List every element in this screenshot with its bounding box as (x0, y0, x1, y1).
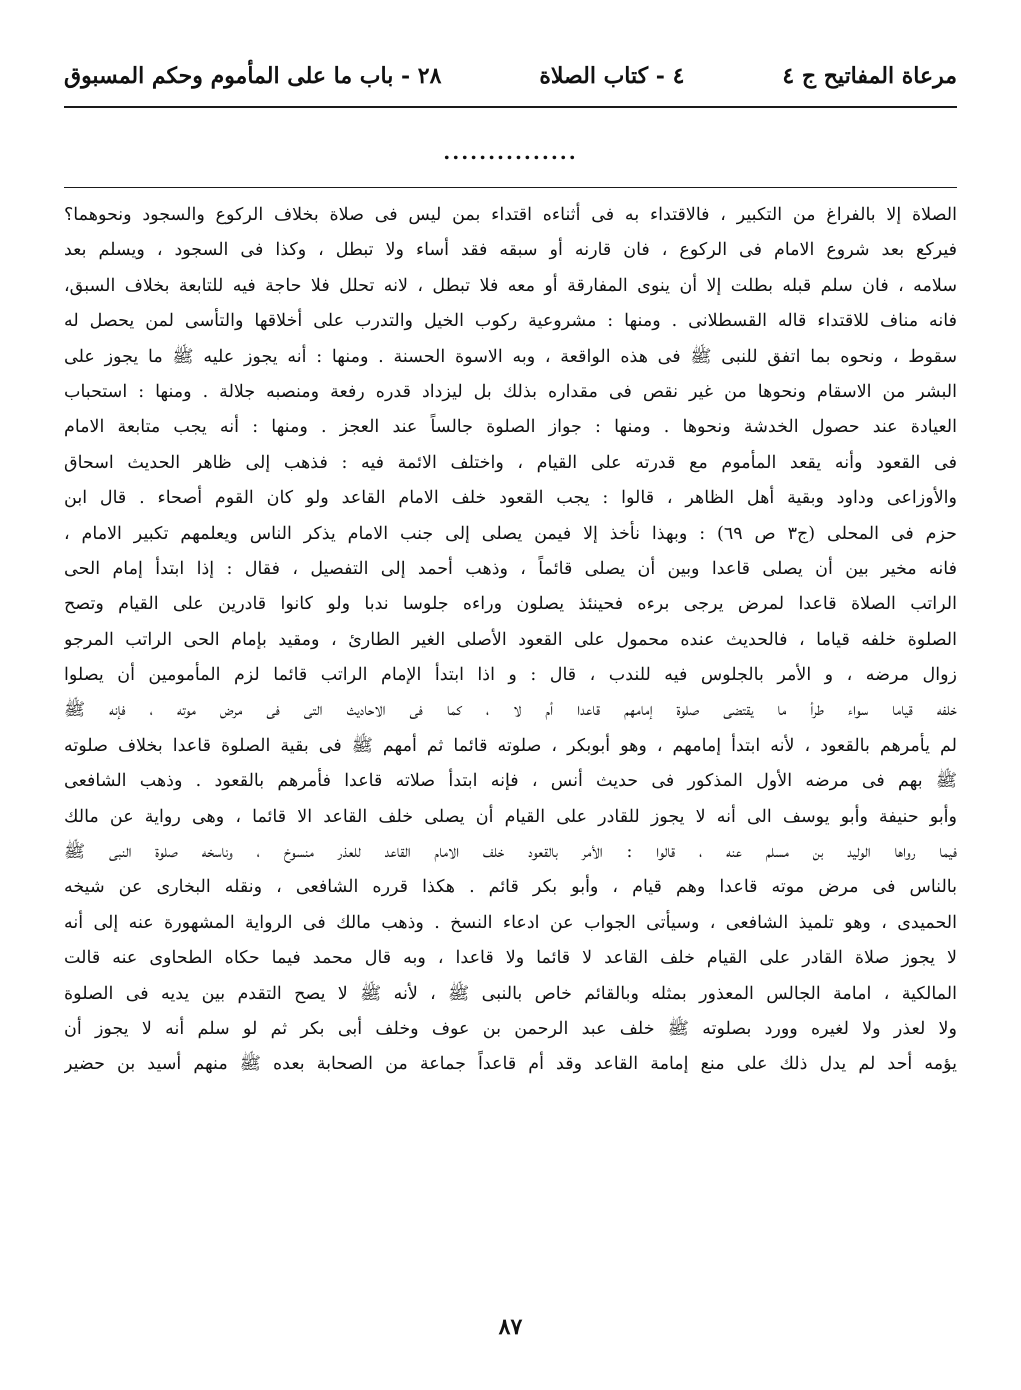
body-divider (64, 187, 957, 188)
header-section-title: ٢٨ - باب ما على المأموم وحكم المسبوق (64, 63, 442, 89)
text-line: الصلوة خلفه قياما ، فالحديث عنده محمول على القعود الأصلى الغير الطارئ ، ومقيد بإمام الحى الراتب المرجو (64, 629, 957, 650)
text-line: فى القعود وأنه يقعد المأموم مع قدرته على القيام ، واختلف الائمة فيه : فذهب إلى ظاهر الحديث اسحاق (64, 452, 957, 473)
text-line: لم يأمرهم بالقعود ، لأنه ابتدأ إمامهم ، وهو أبوبكر ، صلوته قائما ثم أمهم ﷺ فى بقية الصلوة قاعدا بخلاف صلوته (64, 735, 957, 756)
header-chapter-title: ٤ - كتاب الصلاة (539, 63, 685, 89)
text-line: فيركع بعد شروع الامام فى الركوع ، فان قارنه أو سبقه فقد أساء ولا تبطل ، وكذا فى السجود ، ويسلم بعد (64, 240, 957, 261)
text-line: فانه مناف للاقتداء قاله القسطلانى . ومنها : مشروعية ركوب الخيل والتدرب على أخلاقها والتأسى لمن يحصل له (64, 311, 957, 332)
text-line: بالناس فى مرض موته قاعدا وهم قيام ، وأبو بكر قائم . هكذا قرره الشافعى ، ونقله البخارى عن شيخه (64, 877, 957, 898)
text-line: الحميدى ، وهو تلميذ الشافعى ، وسيأتى الجواب عن ادعاء النسخ . وذهب مالك فى الرواية المشهورة عنه إلى أنه (64, 912, 957, 933)
text-line: الصلاة إلا بالفراغ من التكبير ، فالاقتداء به فى أثناءه اقتداء بمن ليس فى صلاة بخلاف الركوع والسجود ونحوهما؟ (64, 205, 957, 225)
running-header (64, 52, 957, 100)
text-line: يؤمه أحد لم يدل ذلك على منع إمامة القاعد وقد أم قاعداً جماعة من الصحابة بعده ﷺ منهم أسيد بن حضير (64, 1054, 957, 1075)
text-line: سقوط ، ونحوه بما اتفق للنبى ﷺ فى هذه الواقعة ، وبه الاسوة الحسنة . ومنها : أنه يجوز عليه ﷺ ما يجوز على (64, 346, 957, 367)
text-line: العيادة عند حصول الخدشة ونحوها . ومنها : جواز الصلوة جالساً عند العجز . ومنها : أنه يجب متابعة الامام (64, 417, 957, 438)
text-line: زوال مرضه ، و الأمر بالجلوس فيه للندب ، قال : و اذا ابتدأ الإمام الراتب قائما لزم المأمومين أن يصلوا (64, 665, 957, 686)
text-line: فانه مخير بين أن يصلى قاعدا وبين أن يصلى قائماً ، وذهب أحمد إلى التفصيل ، فقال : إذا ابتدأ إمام الحى (64, 558, 957, 579)
text-line: فيما رواها الوليد بن مسلم عنه ، قالوا : الأمر بالقعود خلف الامام القاعد للعذر منسوخ ، وناسخه صلوة النبى ﷺ (64, 842, 957, 863)
text-line: البشر من الاسقام ونحوها من غير نقص فى مقداره بذلك بل ليزداد قدره رفعة ومنصبه جلالة . ومنها : استحباب (64, 381, 957, 402)
text-line: الراتب الصلاة قاعدا لمرض يرجى برءه فحينئذ يصلون وراءه جلوسا ندبا ولو كانوا قادرين على القيام وتصح (64, 594, 957, 615)
text-line: والأوزاعى وداود وبقية أهل الظاهر ، قالوا : يجب القعود خلف الامام القاعد ولو كان القوم أصحاء . قال ابن (64, 488, 957, 509)
text-line: المالكية ، امامة الجالس المعذور بمثله وبالقائم خاص بالنبى ﷺ ، لأنه ﷺ لا يصح التقدم بين يديه فى الصلوة (64, 983, 957, 1004)
dotted-separator: ............... (443, 140, 578, 164)
text-line: وأبو حنيفة وأبو يوسف الى أنه لا يجوز للقادر على القيام أن يصلى خلف القاعد الا قائما ، وهى رواية عن مالك (64, 806, 957, 827)
header-divider (64, 106, 957, 108)
text-line: ﷺ بهم فى مرضه الأول المذكور فى حديث أنس ، فإنه ابتدأ صلاته قاعدا فأمرهم بالقعود . وذهب الشافعى (64, 771, 957, 792)
text-line: ولا لعذر ولا لغيره وورد بصلوته ﷺ خلف عبد الرحمن بن عوف وخلف أبى بكر ثم لو سلم أنه لا يجوز أن (64, 1018, 957, 1039)
text-line: لا يجوز صلاة القادر على القيام خلف القاعد لا قائما ولا قاعدا ، وبه قال محمد فيما حكاه الطحاوى عنه قالت (64, 948, 957, 969)
body-text (64, 198, 957, 1083)
page-number: ٨٧ (498, 1314, 523, 1340)
text-line: حزم فى المحلى (ج٣ ص ٦٩) : وبهذا نأخذ إلا فيمن يصلى إلى جنب الامام يذكر الناس ويعلمهم تكبير الامام ، (64, 523, 957, 544)
text-line: سلامه ، فان سلم قبله بطلت إلا أن ينوى المفارقة أو معه فلا تبطل ، لانه تحلل فلا حاجة فيه للتابعة بخلاف السبق، (64, 275, 957, 296)
header-book-title: مرعاة المفاتيح ج ٤ (782, 63, 957, 89)
text-line: خلفه قياما سواء طرأ ما يقتضى صلوة إمامهم قاعدا أم لا ، كما فى الاحاديث التى فى مرض موته ، فإنه ﷺ (64, 700, 957, 721)
